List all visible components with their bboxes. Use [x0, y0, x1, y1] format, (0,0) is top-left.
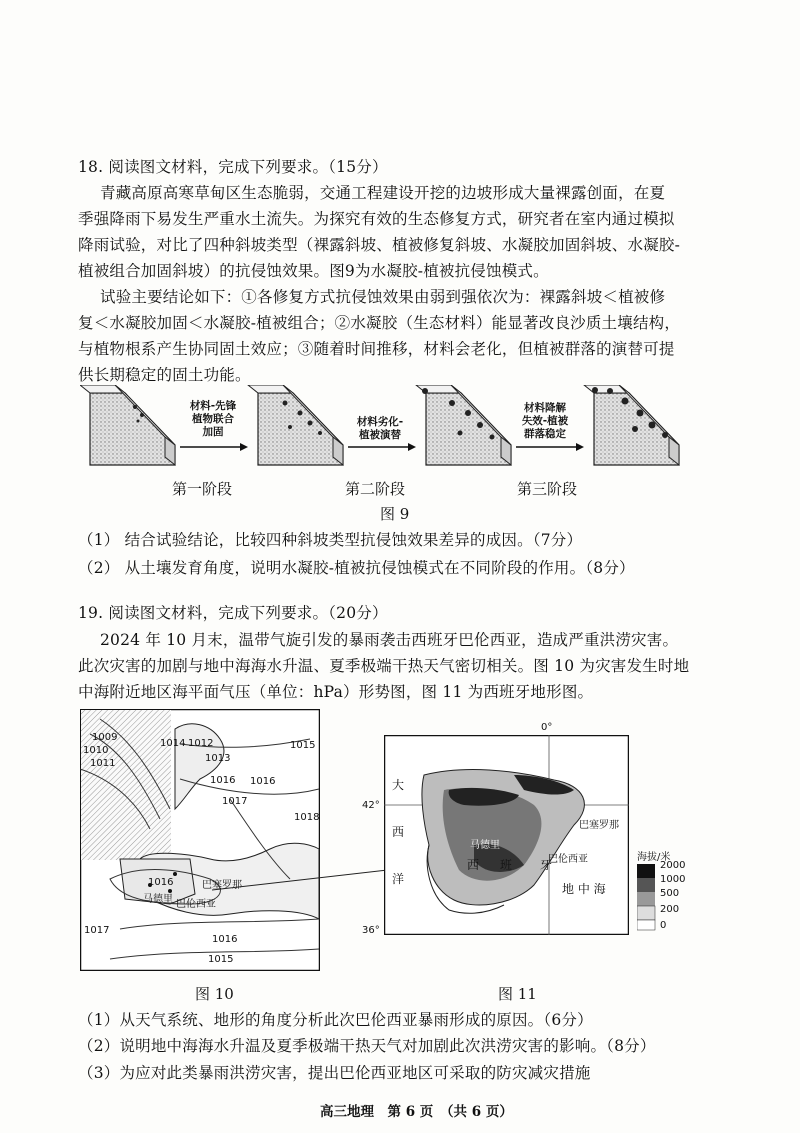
fig11-atlantic-2: 西	[392, 825, 405, 839]
arrow2-label	[345, 416, 415, 442]
q19-sub2: （2）说明地中海海水升温及夏季极端干热天气对加剧此次洪涝灾害的影响。（8分）	[78, 1037, 656, 1055]
fig11-lon-0: 0°	[541, 722, 553, 733]
fig11-lat-36: 36°	[362, 925, 380, 936]
arrow1-label-line3: 加固	[202, 426, 224, 438]
q18-sub2: （2） 从土壤发育角度，说明水凝胶-植被抗侵蚀模式在不同阶段的作用。（8分）	[78, 559, 635, 577]
isobar-1016-c: 1016	[212, 934, 238, 945]
legend-2000: 2000	[660, 860, 686, 871]
fig11-barcelona-label: 巴塞罗那	[579, 820, 619, 831]
q18-para1-line2: 季强降雨下易发生严重水土流失。为探究有效的生态修复方式，研究者在室内通过模拟	[78, 210, 675, 228]
legend-1000: 1000	[660, 874, 686, 885]
stage3-label: 第三阶段	[517, 480, 578, 498]
q19-sub3: （3）为应对此类暴雨洪涝灾害，提出巴伦西亚地区可采取的防灾减灾措施	[78, 1064, 591, 1082]
isobar-1017: 1017	[222, 796, 248, 807]
isobar-1015: 1015	[290, 740, 316, 751]
fig11-spain-2: 班	[500, 858, 513, 872]
figure-10-caption: 图 10	[195, 985, 234, 1003]
stage1-label: 第一阶段	[172, 480, 233, 498]
fig11-valencia-label: 巴伦西亚	[548, 854, 588, 865]
slope-block-final	[584, 385, 679, 465]
fig11-spain-3: 牙	[540, 858, 553, 872]
legend-0: 0	[660, 920, 667, 931]
arrow1-label-line2: 植物联合	[192, 413, 234, 425]
isobar-1010: 1010	[83, 745, 109, 756]
figure-9-caption: 图 9	[380, 505, 410, 523]
fig11-med-label: 地 中 海	[562, 882, 606, 896]
isobar-1014: 1014	[160, 738, 186, 749]
isobar-1012: 1012	[188, 738, 214, 749]
q19-sub1: （1）从天气系统、地形的角度分析此次巴伦西亚暴雨形成的原因。（6分）	[78, 1011, 593, 1029]
figure-11-terrain-map	[384, 735, 629, 935]
isobar-1017-b: 1017	[84, 925, 110, 936]
q19-para1-line1: 2024 年 10 月末，温带气旋引发的暴雨袭击西班牙巴伦西亚，造成严重洪涝灾害。	[100, 631, 679, 649]
isobar-1009: 1009	[92, 732, 118, 743]
fig10-valencia-label: 巴伦西亚	[176, 899, 216, 910]
arrow2-label-line1: 材料劣化-	[356, 416, 404, 428]
isobar-1018: 1018	[294, 812, 320, 823]
q18-para1-line3: 降雨试验，对比了四种斜坡类型（裸露斜坡、植被修复斜坡、水凝胶加固斜坡、水凝胶-	[78, 236, 681, 254]
q19-title: 19. 阅读图文材料，完成下列要求。（20分）	[78, 604, 388, 622]
arrow3-label	[510, 402, 580, 441]
q18-para2-line4: 供长期稳定的固土功能。	[78, 366, 251, 384]
q18-para2-line3: 与植物根系产生协同固土效应；③随着时间推移，材料会老化，但植被群落的演替可提	[78, 340, 675, 358]
q18-para2-line2: 复＜水凝胶加固＜水凝胶-植被组合；②水凝胶（生态材料）能显著改良沙质土壤结构，	[78, 314, 681, 332]
fig10-madrid-label: 马德里	[143, 894, 173, 905]
legend-title: 海拔/米	[637, 852, 671, 863]
fig11-spain-1: 西	[467, 858, 480, 872]
fig11-atlantic-3: 洋	[392, 872, 405, 886]
arrow3-label-line3: 群落稳定	[524, 428, 566, 440]
q18-title: 18. 阅读图文材料，完成下列要求。（15分）	[78, 158, 388, 176]
arrow1-label-line1: 材料-先锋	[189, 400, 237, 412]
elevation-legend	[637, 864, 657, 934]
q18-para2-line1: 试验主要结论如下：①各修复方式抗侵蚀效果由弱到强依次为：裸露斜坡＜植被修	[100, 288, 666, 306]
isobar-1016-a: 1016	[210, 775, 236, 786]
q18-para1-line4: 植被组合加固斜坡）的抗侵蚀效果。图9为水凝胶-植被抗侵蚀模式。	[78, 262, 549, 280]
fig11-madrid-label: 马德里	[470, 840, 500, 851]
slope-block-stage2	[248, 385, 343, 465]
fig11-lat-42: 42°	[362, 800, 380, 811]
legend-200: 200	[660, 904, 680, 915]
arrow3-label-line2: 失效-植被	[521, 415, 569, 427]
figure-11-caption: 图 11	[498, 985, 537, 1003]
isobar-1011: 1011	[90, 758, 116, 769]
q18-sub1: （1） 结合试验结论，比较四种斜坡类型抗侵蚀效果差异的成因。（7分）	[78, 531, 583, 549]
slope-block-stage3	[416, 385, 511, 465]
legend-500: 500	[660, 888, 680, 899]
fig10-barcelona-label: 巴塞罗那	[202, 880, 242, 891]
slope-block-stage1	[80, 385, 175, 465]
q18-para1-line1: 青藏高原高寒草甸区生态脆弱，交通工程建设开挖的边坡形成大量裸露创面，在夏	[100, 184, 666, 202]
isobar-1016-b: 1016	[250, 776, 276, 787]
arrow1-label	[178, 400, 248, 439]
q19-para1-line3: 中海附近地区海平面气压（单位：hPa）形势图，图 11 为西班牙地形图。	[78, 683, 594, 701]
fig11-atlantic-1: 大	[392, 778, 405, 792]
arrow2-label-line2: 植被演替	[359, 429, 401, 441]
page-footer: 高三地理 第 6 页 （共 6 页）	[320, 1104, 513, 1120]
stage2-label: 第二阶段	[345, 480, 406, 498]
center-1016: 1016	[148, 877, 174, 888]
isobar-1015-b: 1015	[208, 954, 234, 965]
arrow3-label-line1: 材料降解	[524, 402, 566, 414]
isobar-1013: 1013	[205, 753, 231, 764]
q19-para1-line2: 此次灾害的加剧与地中海海水升温、夏季极端干热天气密切相关。图 10 为灾害发生时地	[78, 657, 690, 675]
